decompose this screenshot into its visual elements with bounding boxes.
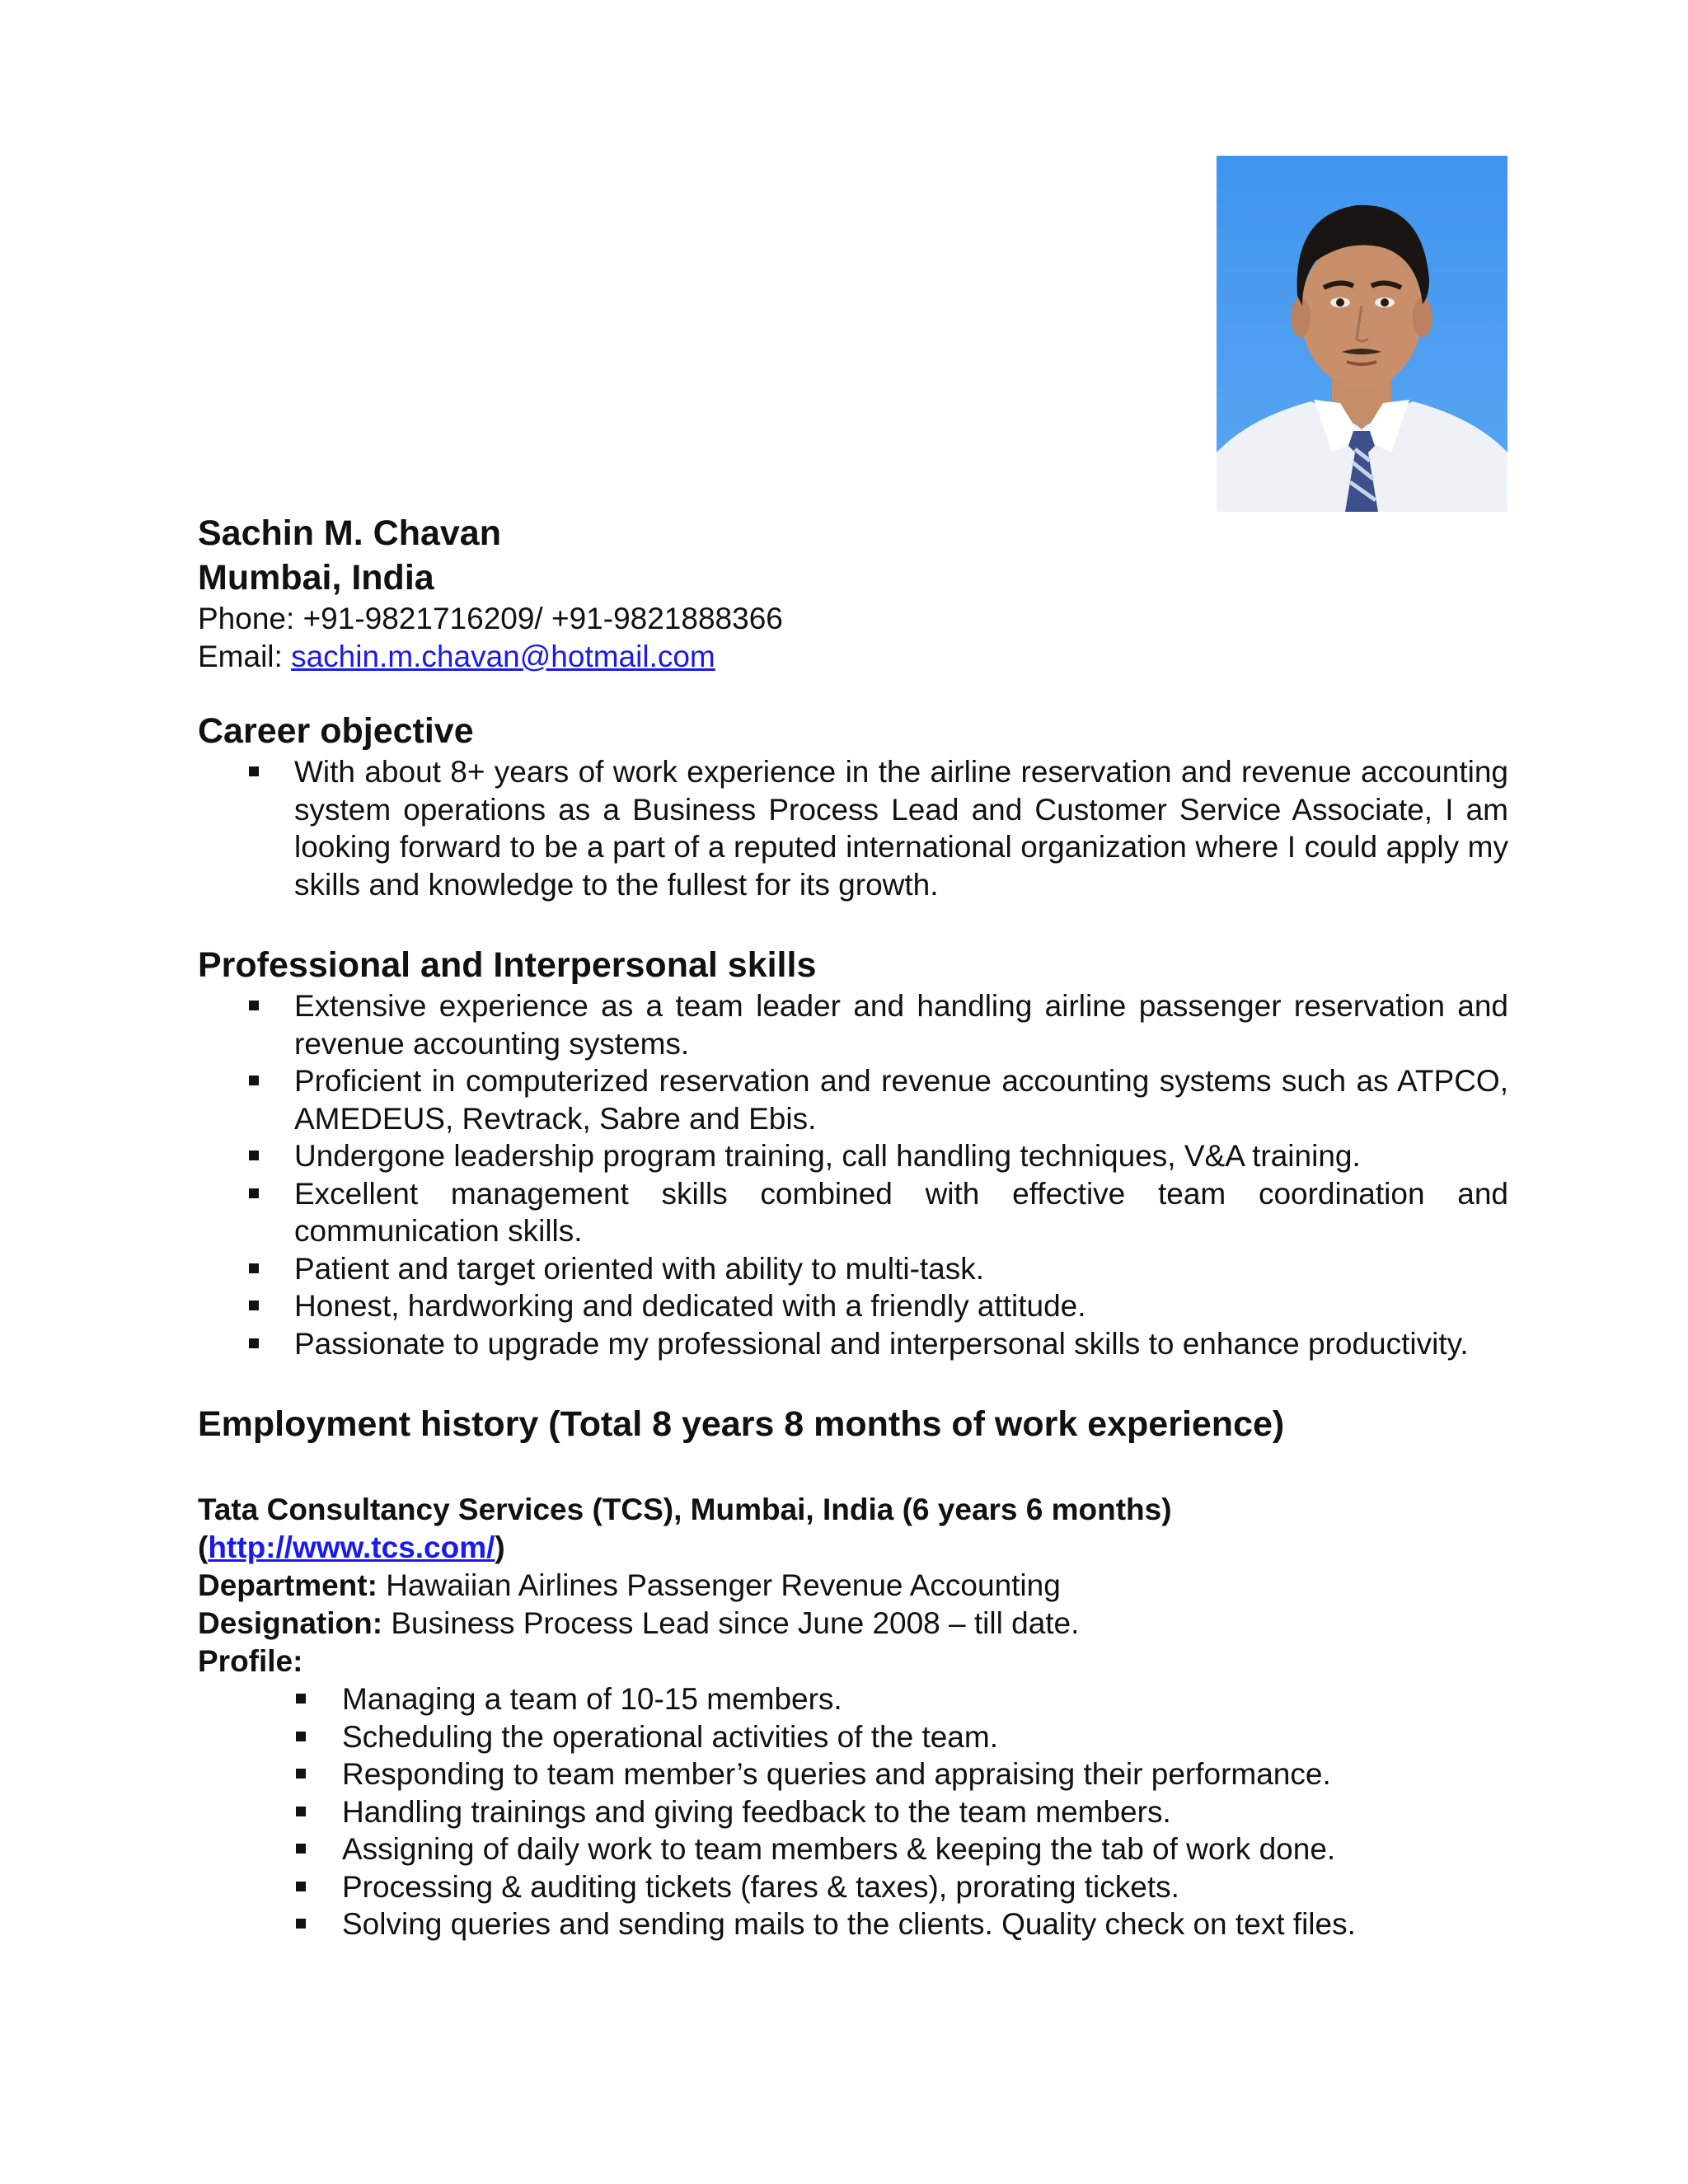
square-bullet-icon [249, 1338, 259, 1348]
url-open-paren: ( [198, 1530, 209, 1564]
list-item [198, 753, 1508, 903]
list-item-text: Proficient in computerized reservation and revenue accounting systems such as ATPCO, AMEDEUS, Revtrack, Sabre and Ebis. [294, 1064, 1508, 1136]
list-item [198, 1062, 1508, 1137]
square-bullet-icon [249, 1263, 259, 1273]
profile-line [198, 1643, 1508, 1680]
profile-list [198, 1680, 1508, 1943]
square-bullet-icon [249, 1301, 259, 1310]
url-close-paren: ) [495, 1530, 505, 1564]
square-bullet-icon [249, 766, 259, 776]
list-item [198, 1137, 1508, 1175]
company-url-link[interactable]: http://www.tcs.com/ [208, 1530, 495, 1564]
list-item-text: Extensive experience as a team leader and handling airline passenger reservation and revenue accounting systems. [294, 989, 1508, 1061]
department-value: Hawaiian Airlines Passenger Revenue Accounting [377, 1568, 1061, 1602]
employment-section [198, 1402, 1508, 1943]
list-item-text: Processing & auditing tickets (fares & taxes), prorating tickets. [342, 1869, 1179, 1904]
skills-list [198, 987, 1508, 1362]
email-label: Email: [198, 640, 283, 673]
list-item [198, 1718, 1508, 1756]
department-line [198, 1567, 1508, 1605]
list-item-text: With about 8+ years of work experience in the airline reservation and revenue accounting system operations as a Business Process Lead and Customer Service Associate, I am looking forward to be a part of a reputed international organization where I could apply my skills and knowledge to the fullest for its growth. [294, 755, 1508, 902]
list-item [198, 987, 1508, 1062]
company-url-line [198, 1529, 1508, 1567]
career-objective-list [198, 753, 1508, 903]
list-item-text: Responding to team member’s queries and appraising their performance. [342, 1757, 1331, 1791]
profile-label: Profile: [198, 1644, 303, 1678]
skills-section [198, 943, 1508, 1362]
candidate-location: Mumbai, India [198, 558, 434, 598]
list-item [198, 1175, 1508, 1250]
resume-content [198, 511, 1508, 1943]
list-item [198, 1325, 1508, 1363]
phone-label: Phone: [198, 602, 295, 635]
list-item [198, 1868, 1508, 1906]
list-item-text: Assigning of daily work to team members & keeping the tab of work done. [342, 1832, 1336, 1866]
list-item-text: Undergone leadership program training, call handling techniques, V&A training. [294, 1139, 1361, 1173]
skills-heading: Professional and Interpersonal skills [198, 945, 817, 985]
list-item [198, 1287, 1508, 1325]
email-line [198, 638, 1508, 676]
square-bullet-icon [249, 1151, 259, 1160]
square-bullet-icon [296, 1919, 306, 1929]
phone-line [198, 600, 1508, 638]
square-bullet-icon [249, 1188, 259, 1198]
square-bullet-icon [296, 1844, 306, 1854]
list-item-text: Handling trainings and giving feedback to the team members. [342, 1794, 1171, 1829]
career-objective-heading: Career objective [198, 711, 474, 751]
phone-value: +91-9821716209/ +91-9821888366 [302, 602, 783, 635]
job-entry [198, 1491, 1508, 1943]
list-item-text: Patient and target oriented with ability to multi-task. [294, 1251, 985, 1286]
employment-heading: Employment history (Total 8 years 8 months of work experience) [198, 1404, 1285, 1444]
list-item-text: Honest, hardworking and dedicated with a friendly attitude. [294, 1289, 1086, 1323]
square-bullet-icon [296, 1807, 306, 1816]
list-item [198, 1905, 1508, 1943]
company-name: Tata Consultancy Services (TCS), Mumbai, India (6 years 6 months) [198, 1493, 1172, 1526]
list-item [198, 1250, 1508, 1288]
square-bullet-icon [296, 1694, 306, 1704]
department-label: Department: [198, 1568, 377, 1602]
square-bullet-icon [296, 1769, 306, 1779]
square-bullet-icon [249, 1001, 259, 1010]
career-objective-section [198, 709, 1508, 903]
list-item-text: Scheduling the operational activities of the team. [342, 1719, 998, 1754]
list-item [198, 1680, 1508, 1718]
email-link[interactable]: sachin.m.chavan@hotmail.com [291, 640, 715, 673]
list-item-text: Managing a team of 10-15 members. [342, 1682, 842, 1716]
designation-line [198, 1605, 1508, 1643]
list-item-text: Solving queries and sending mails to the clients. Quality check on text files. [342, 1907, 1356, 1941]
contact-block [198, 511, 1508, 676]
profile-photo [1217, 156, 1507, 512]
list-item [198, 1830, 1508, 1868]
square-bullet-icon [296, 1732, 306, 1741]
candidate-name: Sachin M. Chavan [198, 513, 501, 553]
square-bullet-icon [249, 1076, 259, 1085]
designation-label: Designation: [198, 1606, 383, 1640]
list-item-text: Excellent management skills combined with effective team coordination and communication skills. [294, 1176, 1508, 1248]
designation-value: Business Process Lead since June 2008 – till date. [382, 1606, 1080, 1640]
list-item-text: Passionate to upgrade my professional and interpersonal skills to enhance productivity. [294, 1326, 1469, 1361]
square-bullet-icon [296, 1882, 306, 1891]
list-item [198, 1755, 1508, 1793]
list-item [198, 1793, 1508, 1831]
